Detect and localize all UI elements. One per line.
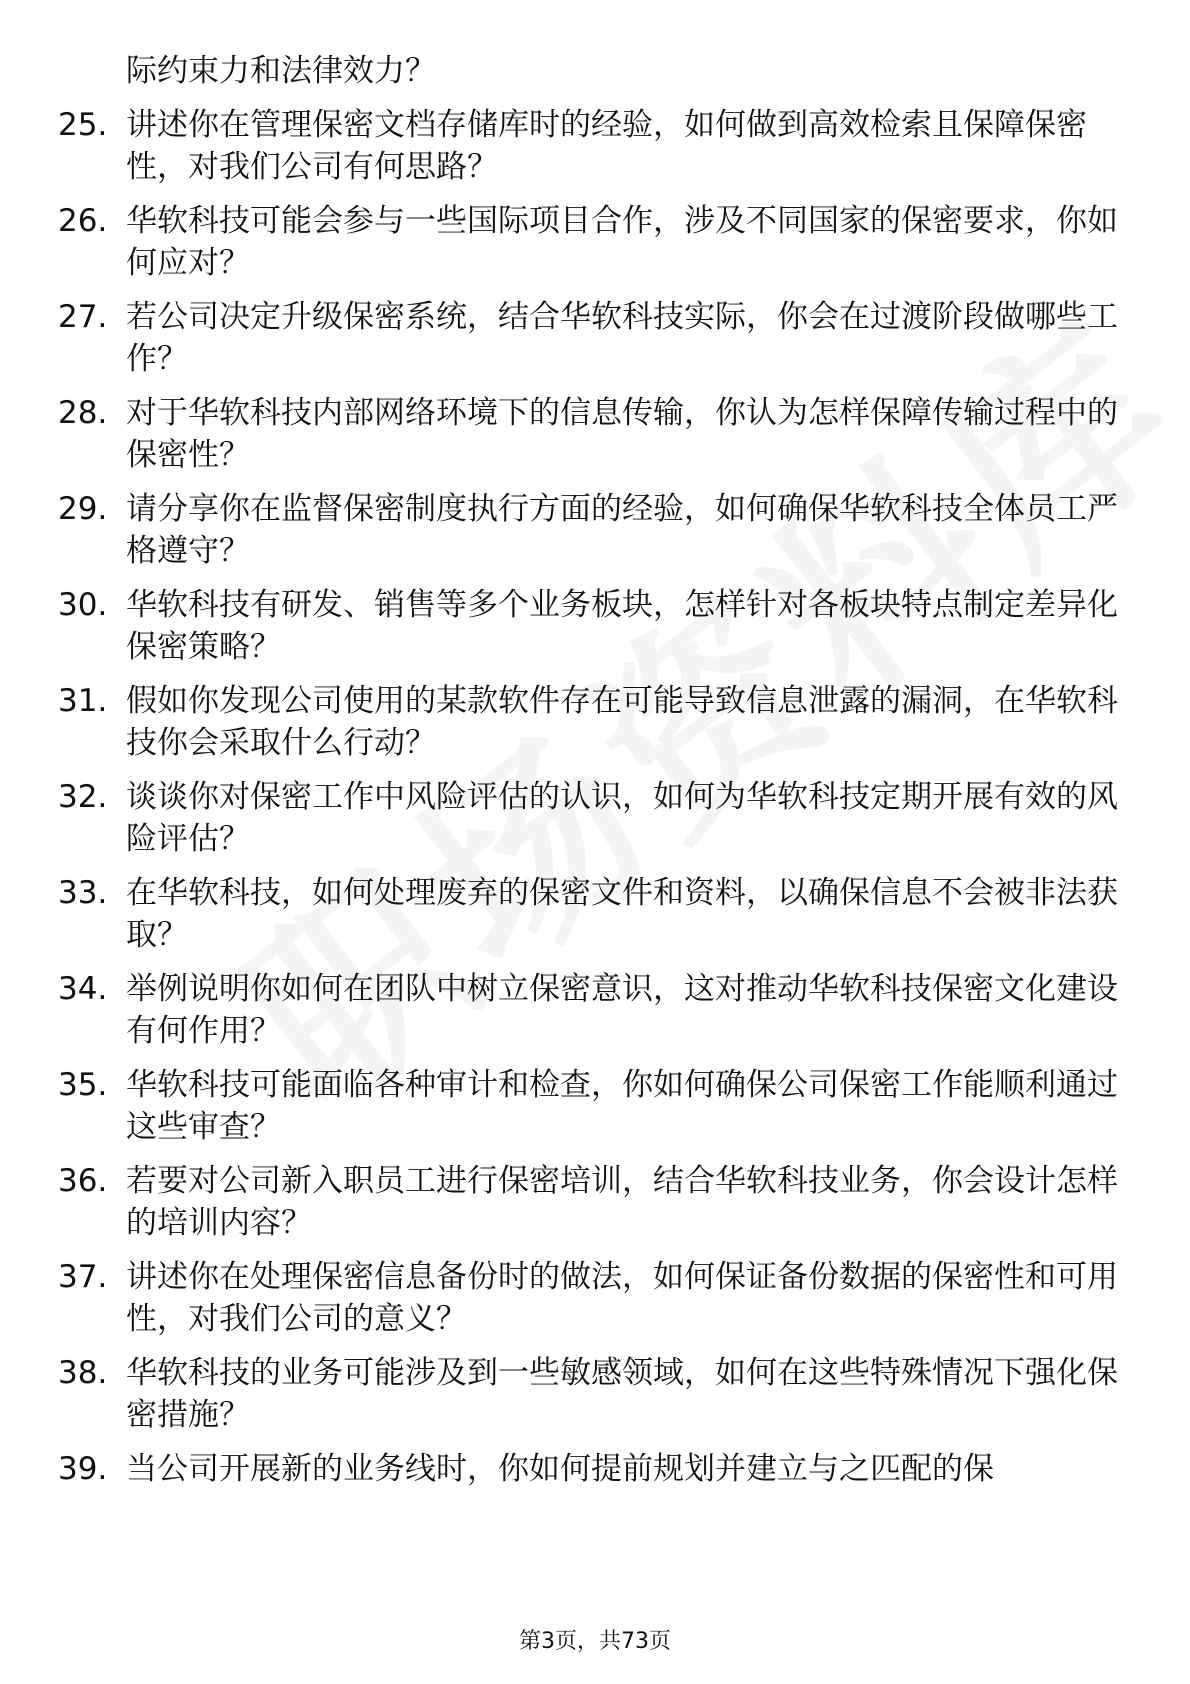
item-number: 39. bbox=[58, 1451, 108, 1487]
list-item bbox=[58, 104, 1138, 188]
item-text: 讲述你在处理保密信息备份时的做法，如何保证备份数据的保密性和可用性，对我们公司的意义？ bbox=[126, 1259, 1118, 1337]
list-item bbox=[58, 1448, 1138, 1490]
continuation-text: 际约束力和法律效力？ bbox=[126, 53, 436, 89]
page-number-footer: 第3页，共73页 bbox=[519, 1629, 671, 1654]
list-item bbox=[58, 680, 1138, 764]
item-number: 35. bbox=[58, 1067, 108, 1103]
item-number: 28. bbox=[58, 395, 108, 431]
item-text: 请分享你在监督保密制度执行方面的经验，如何确保华软科技全体员工严格遵守？ bbox=[126, 491, 1118, 569]
item-text: 假如你发现公司使用的某款软件存在可能导致信息泄露的漏洞，在华软科技你会采取什么行动？ bbox=[126, 683, 1118, 761]
list-item bbox=[58, 776, 1138, 860]
list-item bbox=[58, 1160, 1138, 1244]
list-item bbox=[58, 200, 1138, 284]
item-number: 30. bbox=[58, 587, 108, 623]
item-number: 27. bbox=[58, 299, 108, 335]
item-number: 25. bbox=[58, 107, 108, 143]
item-number: 38. bbox=[58, 1355, 108, 1391]
item-text: 华软科技有研发、销售等多个业务板块，怎样针对各板块特点制定差异化保密策略？ bbox=[126, 587, 1118, 665]
question-list bbox=[58, 50, 1138, 1502]
list-item bbox=[58, 872, 1138, 956]
item-text: 谈谈你对保密工作中风险评估的认识，如何为华软科技定期开展有效的风险评估？ bbox=[126, 779, 1118, 857]
item-text: 华软科技可能面临各种审计和检查，你如何确保公司保密工作能顺利通过这些审查？ bbox=[126, 1067, 1118, 1145]
item-text: 讲述你在管理保密文档存储库时的经验，如何做到高效检索且保障保密性，对我们公司有何思路？ bbox=[126, 107, 1087, 185]
item-number: 36. bbox=[58, 1163, 108, 1199]
list-item bbox=[58, 392, 1138, 476]
list-item bbox=[58, 1352, 1138, 1436]
item-number: 31. bbox=[58, 683, 108, 719]
item-text: 若要对公司新入职员工进行保密培训，结合华软科技业务，你会设计怎样的培训内容？ bbox=[126, 1163, 1118, 1241]
item-text: 对于华软科技内部网络环境下的信息传输，你认为怎样保障传输过程中的保密性？ bbox=[126, 395, 1118, 473]
list-item bbox=[58, 968, 1138, 1052]
list-item bbox=[58, 488, 1138, 572]
item-text: 华软科技的业务可能涉及到一些敏感领域，如何在这些特殊情况下强化保密措施？ bbox=[126, 1355, 1118, 1433]
item-text: 华软科技可能会参与一些国际项目合作，涉及不同国家的保密要求，你如何应对？ bbox=[126, 203, 1118, 281]
list-item bbox=[58, 1256, 1138, 1340]
item-number: 34. bbox=[58, 971, 108, 1007]
list-item bbox=[58, 584, 1138, 668]
item-number: 33. bbox=[58, 875, 108, 911]
item-text: 举例说明你如何在团队中树立保密意识，这对推动华软科技保密文化建设有何作用？ bbox=[126, 971, 1118, 1049]
item-number: 26. bbox=[58, 203, 108, 239]
list-item bbox=[58, 1064, 1138, 1148]
list-item bbox=[58, 296, 1138, 380]
item-text: 在华软科技，如何处理废弃的保密文件和资料，以确保信息不会被非法获取？ bbox=[126, 875, 1118, 953]
item-text: 若公司决定升级保密系统，结合华软科技实际，你会在过渡阶段做哪些工作？ bbox=[126, 299, 1118, 377]
item-number: 29. bbox=[58, 491, 108, 527]
item-number: 37. bbox=[58, 1259, 108, 1295]
item-text: 当公司开展新的业务线时，你如何提前规划并建立与之匹配的保 bbox=[126, 1451, 994, 1487]
item-number: 32. bbox=[58, 779, 108, 815]
